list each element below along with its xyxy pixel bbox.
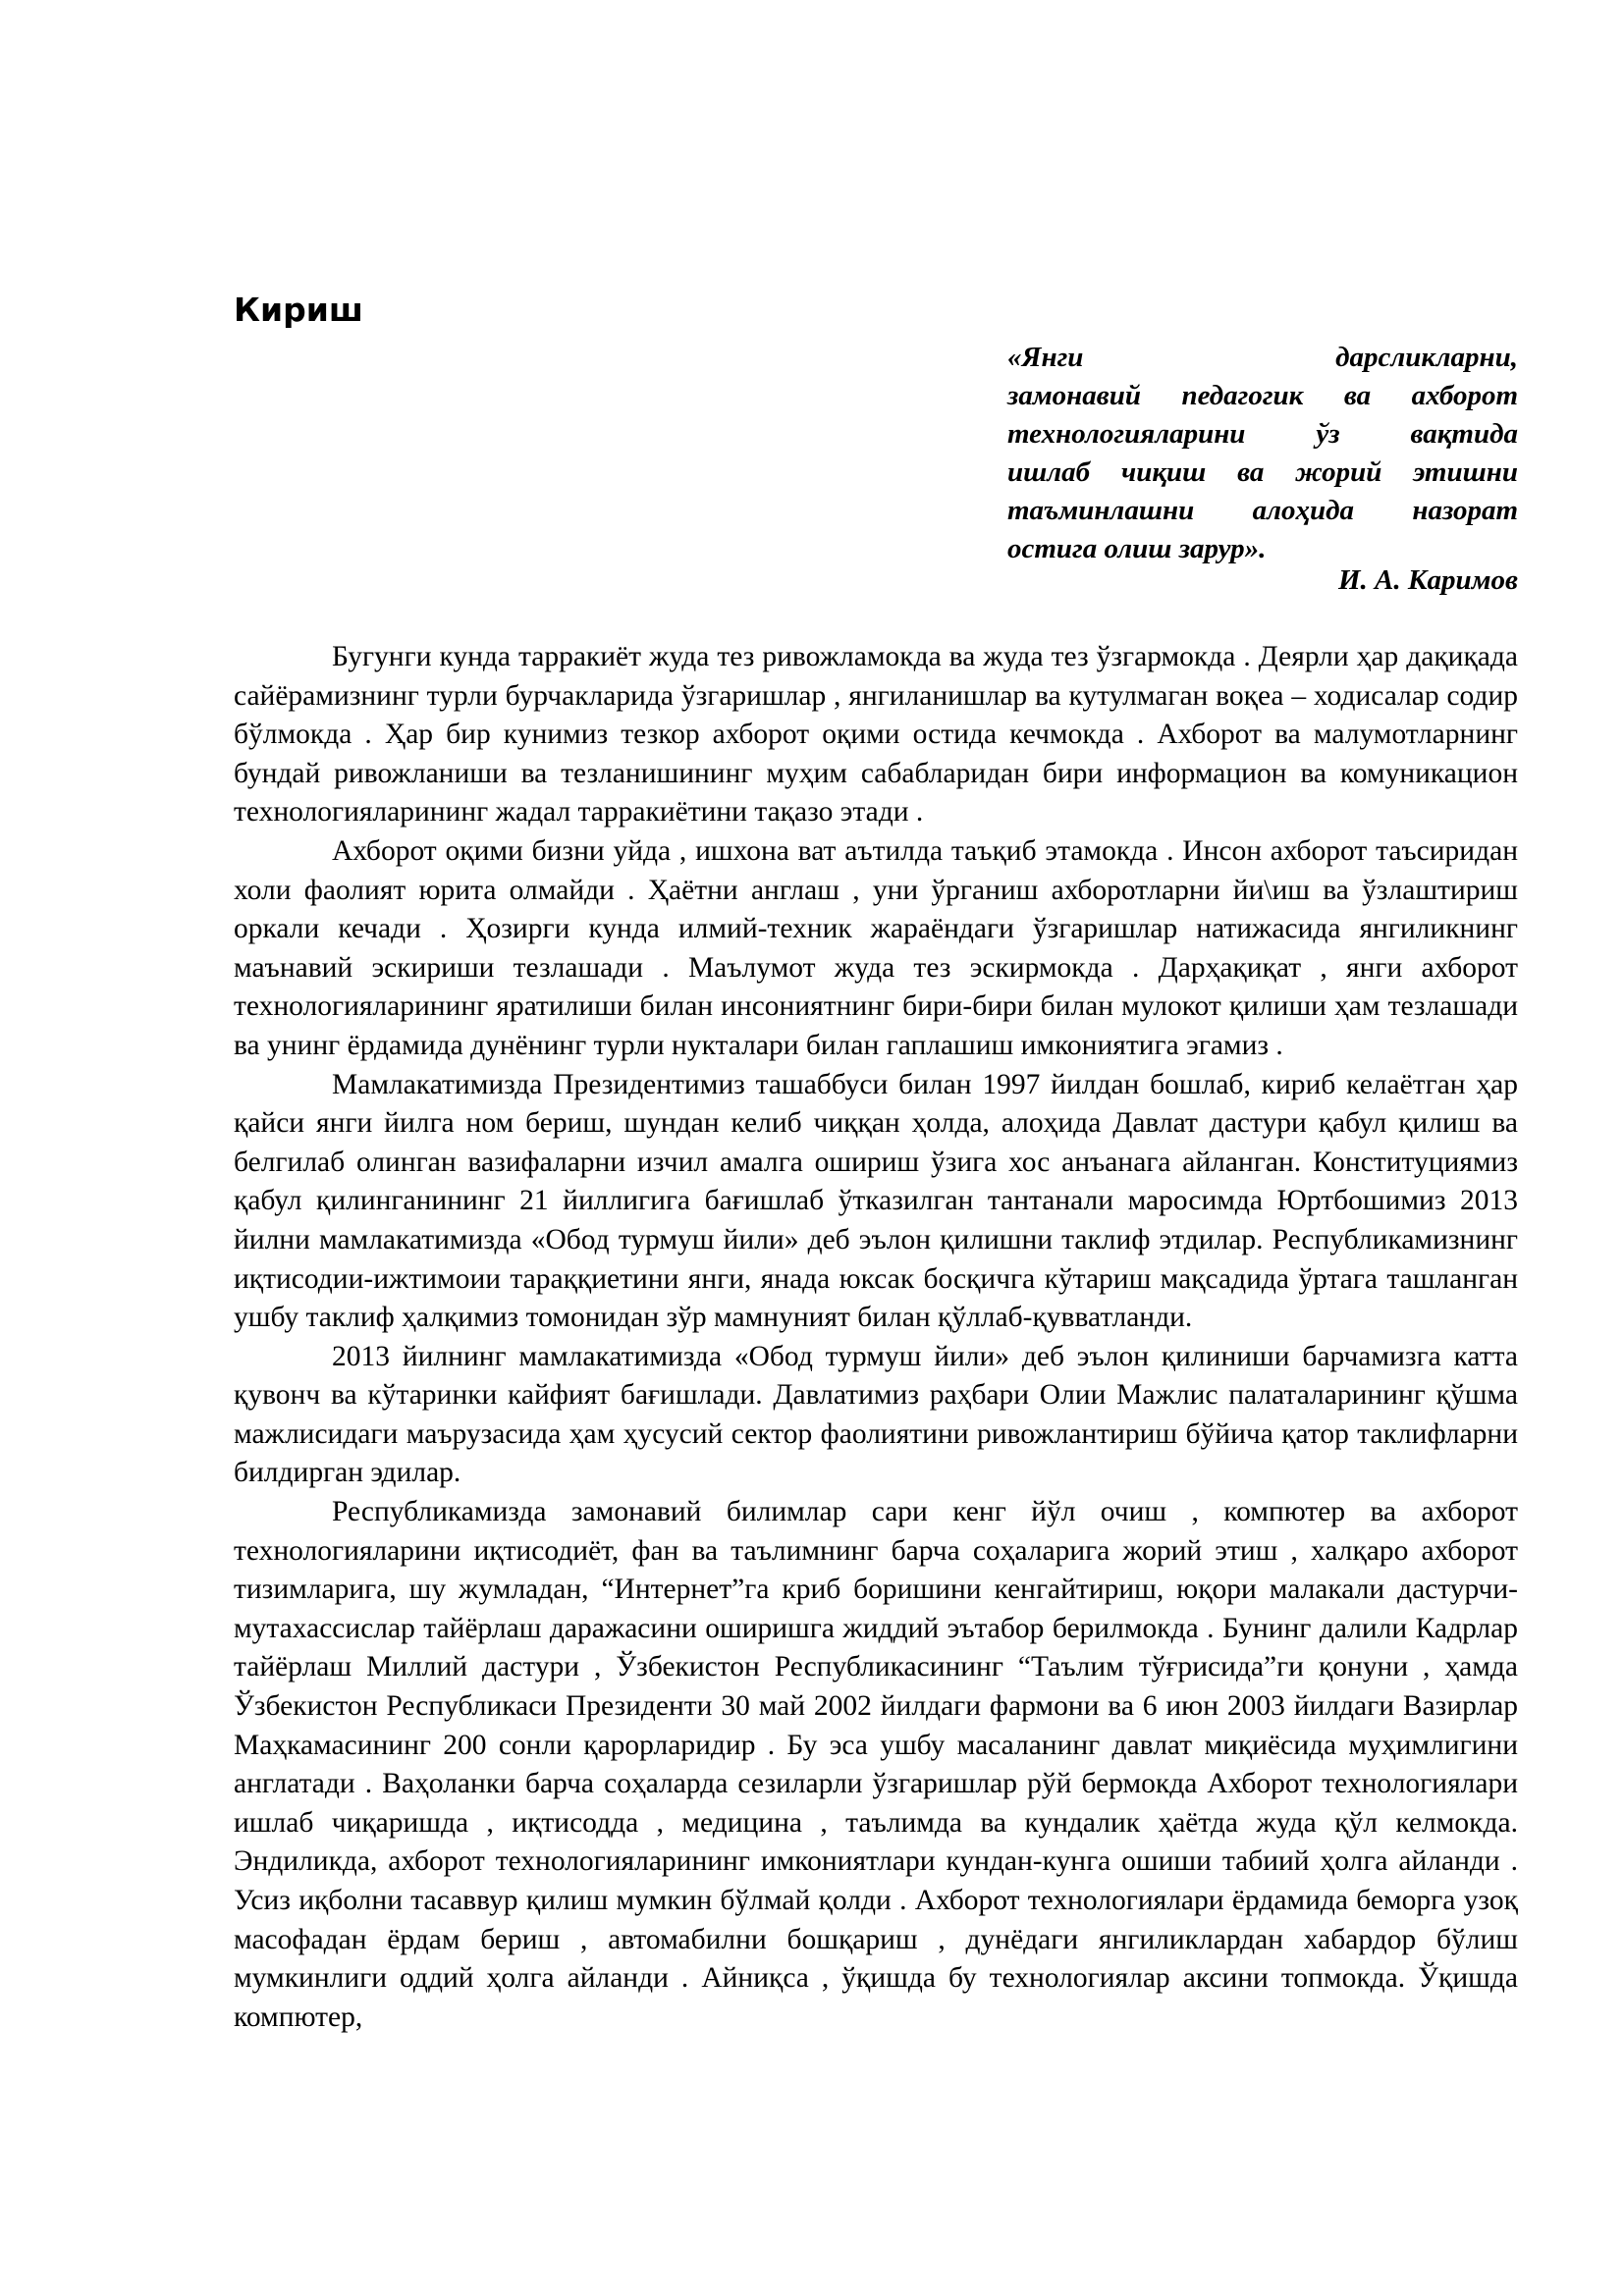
body-text <box>234 638 1518 2037</box>
paragraph: Ахборот оқими бизни уйда , ишхона ват аътилда таъқиб этамокда . Инсон ахборот таъсиридан холи фаолият юрита олмайди . Ҳаётни англаш , уни ўрганиш ахборотларни йи\иш ва ўзлаштириш оркали кечади . Ҳозирги кунда илмий-техник жараёндаги ўзгаришлар натижасида янгиликнинг маънавий эскириши тезлашади . Маълумот жуда тез эскирмокда . Дарҳақиқат , янги ахборот технологияларининг яратилиши билан инсониятнинг бири-бири билан мулокот қилиши ҳам тезлашади ва унинг ёрдамида дунёнинг турли нукталари билан гаплашиш имкониятига эгамиз . <box>234 834 1518 1061</box>
epigraph-author: И. А. Каримов <box>1337 564 1518 596</box>
epigraph-line: технологияларини ўз вақтида <box>1007 418 1518 450</box>
paragraph: Мамлакатимизда Президентимиз ташаббуси билан 1997 йилдан бошлаб, кириб келаётган ҳар қайси янги йилга ном бериш, шундан келиб чиққан ҳолда, алоҳида Давлат дастури қабул қилиш ва белгилаб олинган вазифаларни изчил амалга ошириш ўзига хос анъанага айланган. Конституциямиз қабул қилинганининг 21 йиллигига бағишлаб ўтказилган тантанали маросимда Юртбошимиз 2013 йилни мамлакатимизда «Обод турмуш йили» деб эълон қилишни таклиф этдилар. Республикамизнинг иқтисодии-ижтимоии тараққиетини янги, янада юксак босқичга кўтариш мақсадида ўртага ташланган ушбу таклиф ҳалқимиз томонидан зўр мамнуният билан қўллаб-қувватланди. <box>234 1068 1518 1334</box>
epigraph-line: «Янги дарсликларни, <box>1007 342 1518 373</box>
paragraph: 2013 йилнинг мамлакатимизда «Обод турмуш йили» деб эълон қилиниши барчамизга катта қувонч ва кўтаринки кайфият бағишлади. Давлатимиз раҳбари Олии Мажлис палаталарининг қўшма мажлисидаги маърузасида ҳам ҳусусий сектор фаолиятини ривожлантириш бўйича қатор таклифларни билдирган эдилар. <box>234 1340 1518 1489</box>
epigraph-line: таъминлашни алоҳида назорат <box>1007 495 1518 526</box>
paragraph: Бугунги кунда тарракиёт жуда тез ривожламокда ва жуда тез ўзгармокда . Деярли ҳар дақиқада сайёрамизнинг турли бурчакларида ўзгаришлар , янгиланишлар ва кутулмаган воқеа – ходисалар содир бўлмокда . Ҳар бир кунимиз тезкор ахборот оқими остида кечмокда . Ахборот ва малумотларнинг бундай ривожланиши ва тезланишининг муҳим сабабларидан бири информацион ва комуникацион технологияларининг жадал тарракиётини тақазо этади . <box>234 641 1518 828</box>
epigraph-line: ишлаб чиқиш ва жорий этишни <box>1007 456 1518 488</box>
epigraph-line: замонавий педагогик ва ахборот <box>1007 380 1518 411</box>
epigraph-last-line: остига олиш зарур». <box>1007 533 1267 564</box>
paragraph: Республикамизда замонавий билимлар сари кенг йўл очиш , компютер ва ахборот технологияларини иқтисодиёт, фан ва таълимнинг барча соҳаларига жорий этиш , халқаро ахборот тизимларига, шу жумладан, “Интернет”га криб боришини кенгайтириш, юқори малакали дастурчи-мутахассислар тайёрлаш даражасини оширишга жиддий эътабор берилмокда . Бунинг далили Кадрлар тайёрлаш Миллий дастури , Ўзбекистон Республикасининг “Таълим тўғрисида”ги қонуни , ҳамда Ўзбекистон Республикаси Президенти 30 май 2002 йилдаги фармони ва 6 июн 2003 йилдаги Вазирлар Маҳкамасининг 200 сонли қарорларидир . Бу эса ушбу масаланинг давлат миқиёсида муҳимлигини англатади . Ваҳоланки барча соҳаларда сезиларли ўзгаришлар рўй бермокда Ахборот технологиялари ишлаб чиқаришда , иқтисодда , медицина , таълимда ва кундалик ҳаётда жуда қўл келмокда. Эндиликда, ахборот технологияларининг имкониятлари кундан-кунга ошиши табиий ҳолга айланди . Усиз иқболни тасаввур қилиш мумкин бўлмай қолди . Ахборот технологиялари ёрдамида беморга узоқ масофадан ёрдам бериш , автомабилни бошқариш , дунёдаги янгиликлардан хабардор бўлиш мумкинлиги оддий ҳолга айланди . Айниқса , ўқишда бу технологиялар аксини топмокда. Ўқишда компютер, <box>234 1496 1518 2033</box>
page-title: Кириш <box>234 291 363 329</box>
epigraph-quote <box>1007 339 1518 568</box>
